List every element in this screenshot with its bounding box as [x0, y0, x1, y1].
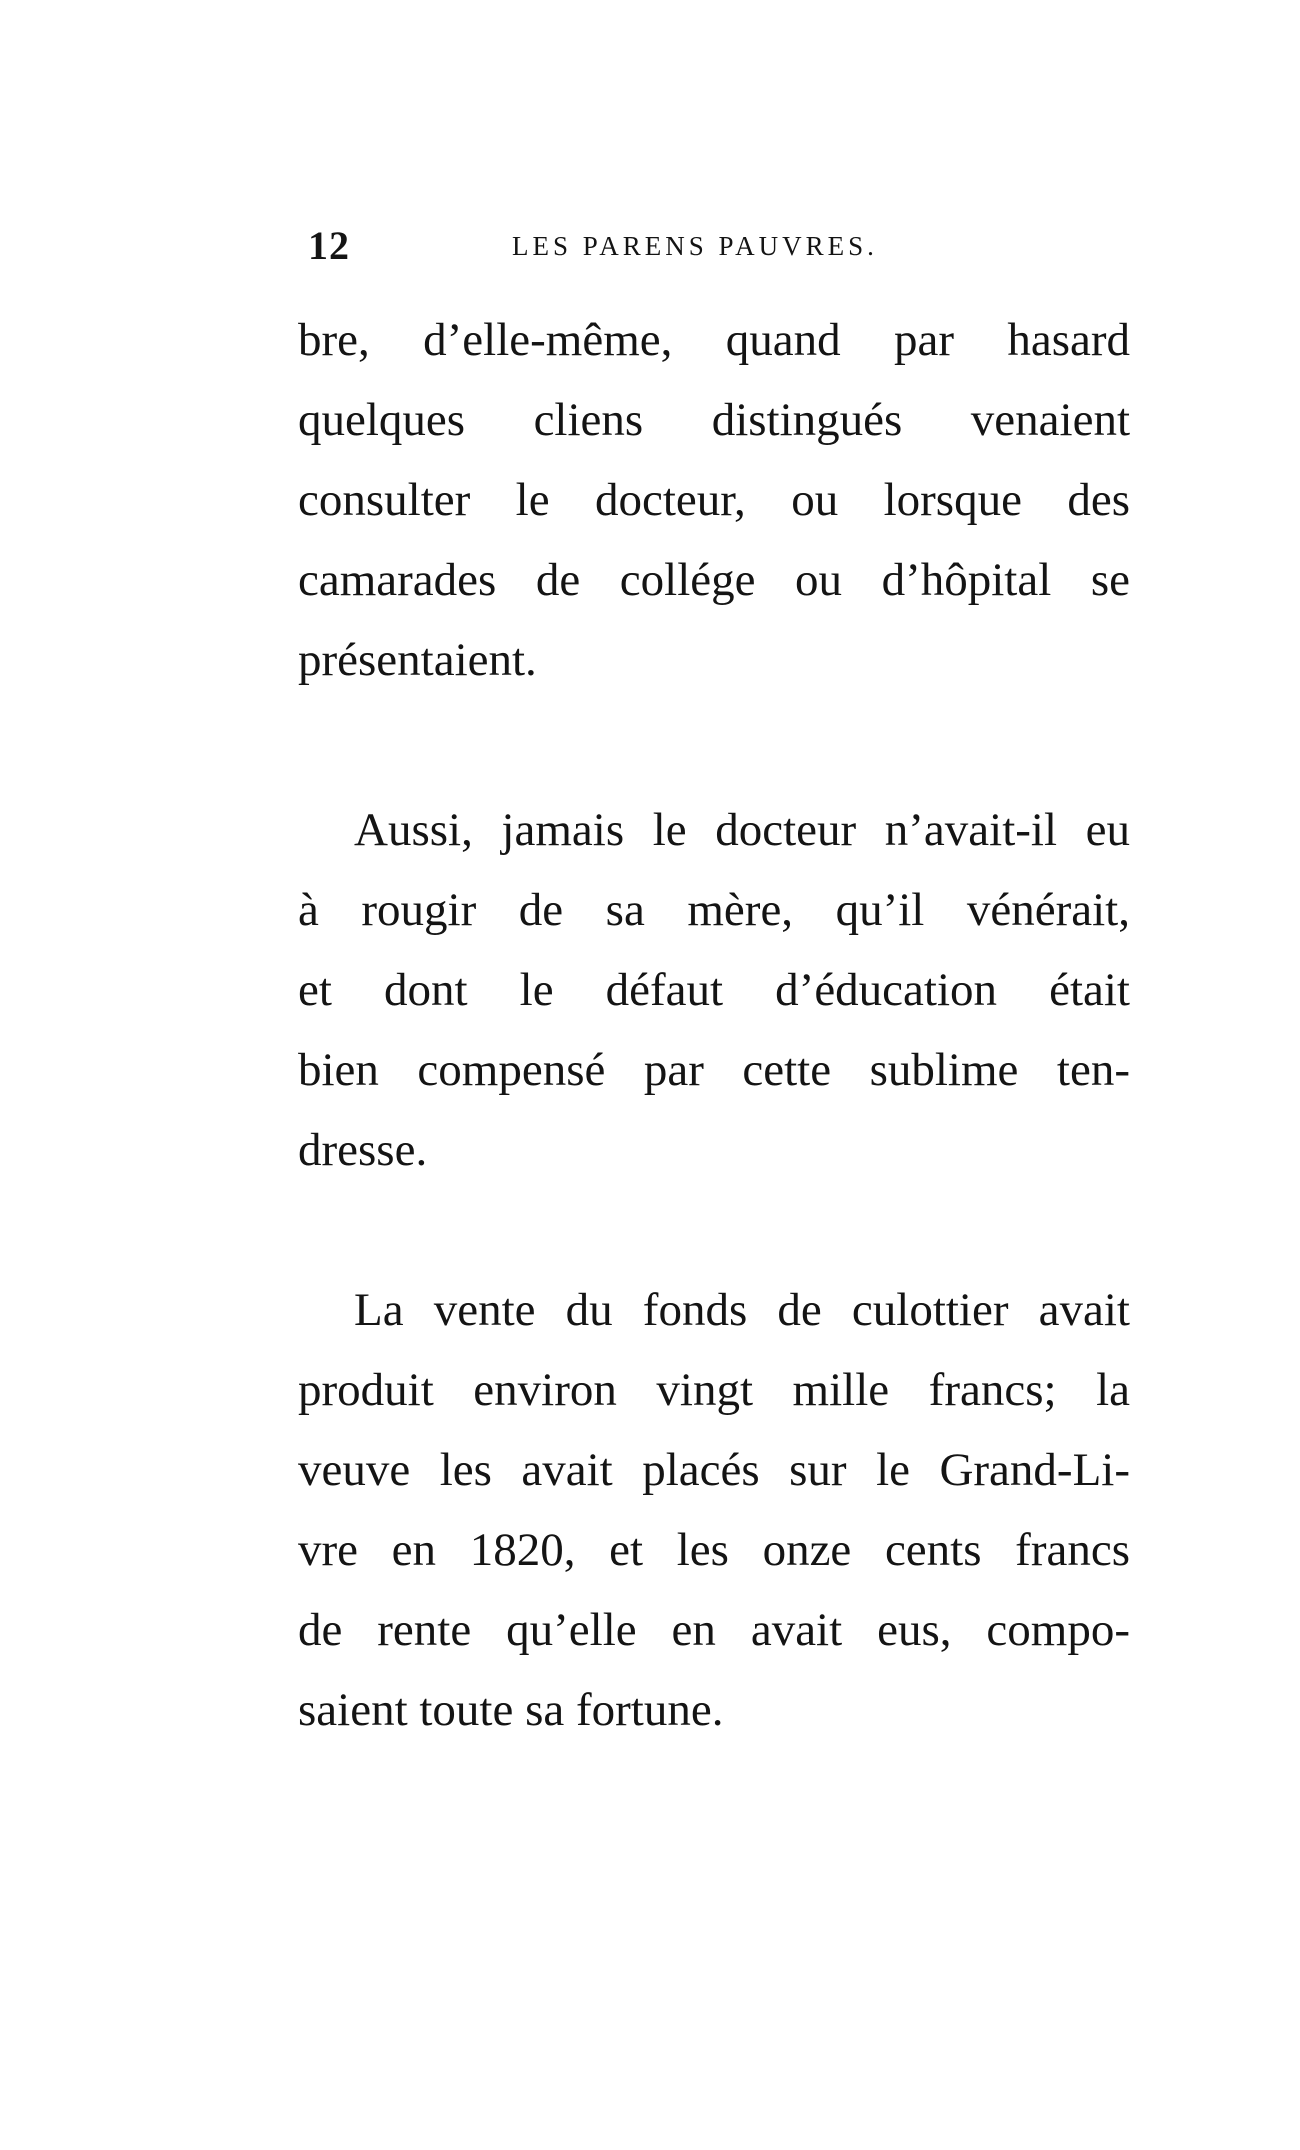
text-line: camarades de collége ou d’hôpital se: [298, 554, 1130, 606]
paragraph-2: [298, 790, 1130, 1190]
text-line: bre, d’elle-même, quand par hasard: [298, 314, 1130, 366]
text-line: et dont le défaut d’éducation était: [298, 964, 1130, 1016]
text-line: de rente qu’elle en avait eus, compo-: [298, 1604, 1130, 1656]
page-header: [304, 222, 1146, 272]
text-line: consulter le docteur, ou lorsque des: [298, 474, 1130, 526]
text-line: saient toute sa fortune.: [298, 1684, 724, 1736]
text-line: quelques cliens distingués venaient: [298, 394, 1130, 446]
text-line: La vente du fonds de culottier avait: [354, 1284, 1130, 1336]
text-line: bien compensé par cette sublime ten-: [298, 1044, 1130, 1096]
text-line: à rougir de sa mère, qu’il vénérait,: [298, 884, 1130, 936]
paragraph-1: [298, 300, 1130, 700]
text-line: vre en 1820, et les onze cents francs: [298, 1524, 1130, 1576]
running-title: LES PARENS PAUVRES.: [512, 231, 878, 261]
text-line: produit environ vingt mille francs; la: [298, 1364, 1130, 1416]
text-line: Aussi, jamais le docteur n’avait-il eu: [354, 804, 1130, 856]
paragraph-3: [298, 1270, 1130, 1750]
page-number: 12: [308, 223, 350, 268]
text-line: veuve les avait placés sur le Grand-Li-: [298, 1444, 1130, 1496]
text-line: dresse.: [298, 1124, 428, 1176]
text-line: présentaient.: [298, 634, 537, 686]
